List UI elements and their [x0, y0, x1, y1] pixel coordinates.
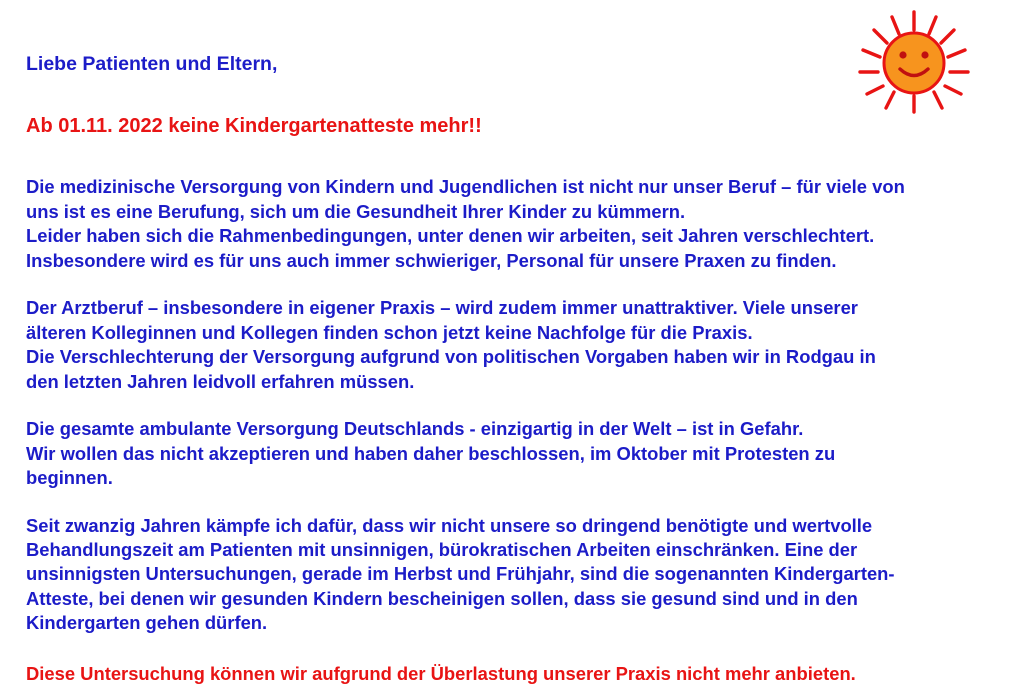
- paragraph-line: Die gesamte ambulante Versorgung Deutschlands - einzigartig in der Welt – ist in Gefahr.: [26, 418, 804, 440]
- paragraph-line: Atteste, bei denen wir gesunden Kindern bescheinigen sollen, dass sie gesund sind und in den: [26, 587, 858, 609]
- paragraph-line: Insbesondere wird es für uns auch immer schwieriger, Personal für unsere Praxen zu finden.: [26, 249, 837, 271]
- paragraph-line: Der Arztberuf – insbesondere in eigener Praxis – wird zudem immer unattraktiver. Viele unserer: [26, 297, 858, 319]
- paragraph-line: Behandlungszeit am Patienten mit unsinnigen, bürokratischen Arbeiten einschränken. Eine der: [26, 539, 858, 560]
- paragraph-line: den letzten Jahren leidvoll erfahren müssen.: [26, 370, 415, 392]
- paragraph-line: Wir wollen das nicht akzeptieren und haben daher beschlossen, im Oktober mit Protesten zu: [26, 442, 836, 464]
- paragraph-ambulante-versorgung: [26, 417, 998, 490]
- paragraph-versorgung: [26, 175, 998, 273]
- paragraph-line: beginnen.: [26, 467, 113, 489]
- paragraph-line: Kindergarten gehen dürfen.: [26, 612, 268, 634]
- paragraph-arztberuf: [26, 296, 998, 394]
- headline-notice: Ab 01.11. 2022 keine Kindergartenatteste mehr!!: [26, 115, 482, 138]
- paragraph-kindergarten-atteste: [26, 514, 998, 636]
- paragraph-line: Die Verschlechterung der Versorgung aufgrund von politischen Vorgaben haben wir in Rodgau in: [26, 346, 876, 368]
- paragraph-line: Die medizinische Versorgung von Kindern und Jugendlichen ist nicht nur unser Beruf – für viele von: [26, 176, 905, 198]
- paragraph-line: unsinnigsten Untersuchungen, gerade im Herbst und Frühjahr, sind die sogenannten Kindergarten-: [26, 563, 895, 585]
- closing-statement: Diese Untersuchung können wir aufgrund der Überlastung unserer Praxis nicht mehr anbieten.: [26, 662, 856, 684]
- greeting-line: Liebe Patienten und Eltern,: [26, 53, 278, 75]
- paragraph-line: Leider haben sich die Rahmenbedingungen, unter denen wir arbeiten, seit Jahren verschlechtert.: [26, 225, 875, 247]
- letter-body: [26, 52, 998, 686]
- paragraph-line: älteren Kolleginnen und Kollegen finden schon jetzt keine Nachfolge für die Praxis.: [26, 321, 753, 343]
- paragraph-line: Seit zwanzig Jahren kämpfe ich dafür, dass wir nicht unsere so dringend benötigte und wertvolle: [26, 514, 873, 536]
- paragraph-line: uns ist es eine Berufung, sich um die Gesundheit Ihrer Kinder zu kümmern.: [26, 200, 686, 222]
